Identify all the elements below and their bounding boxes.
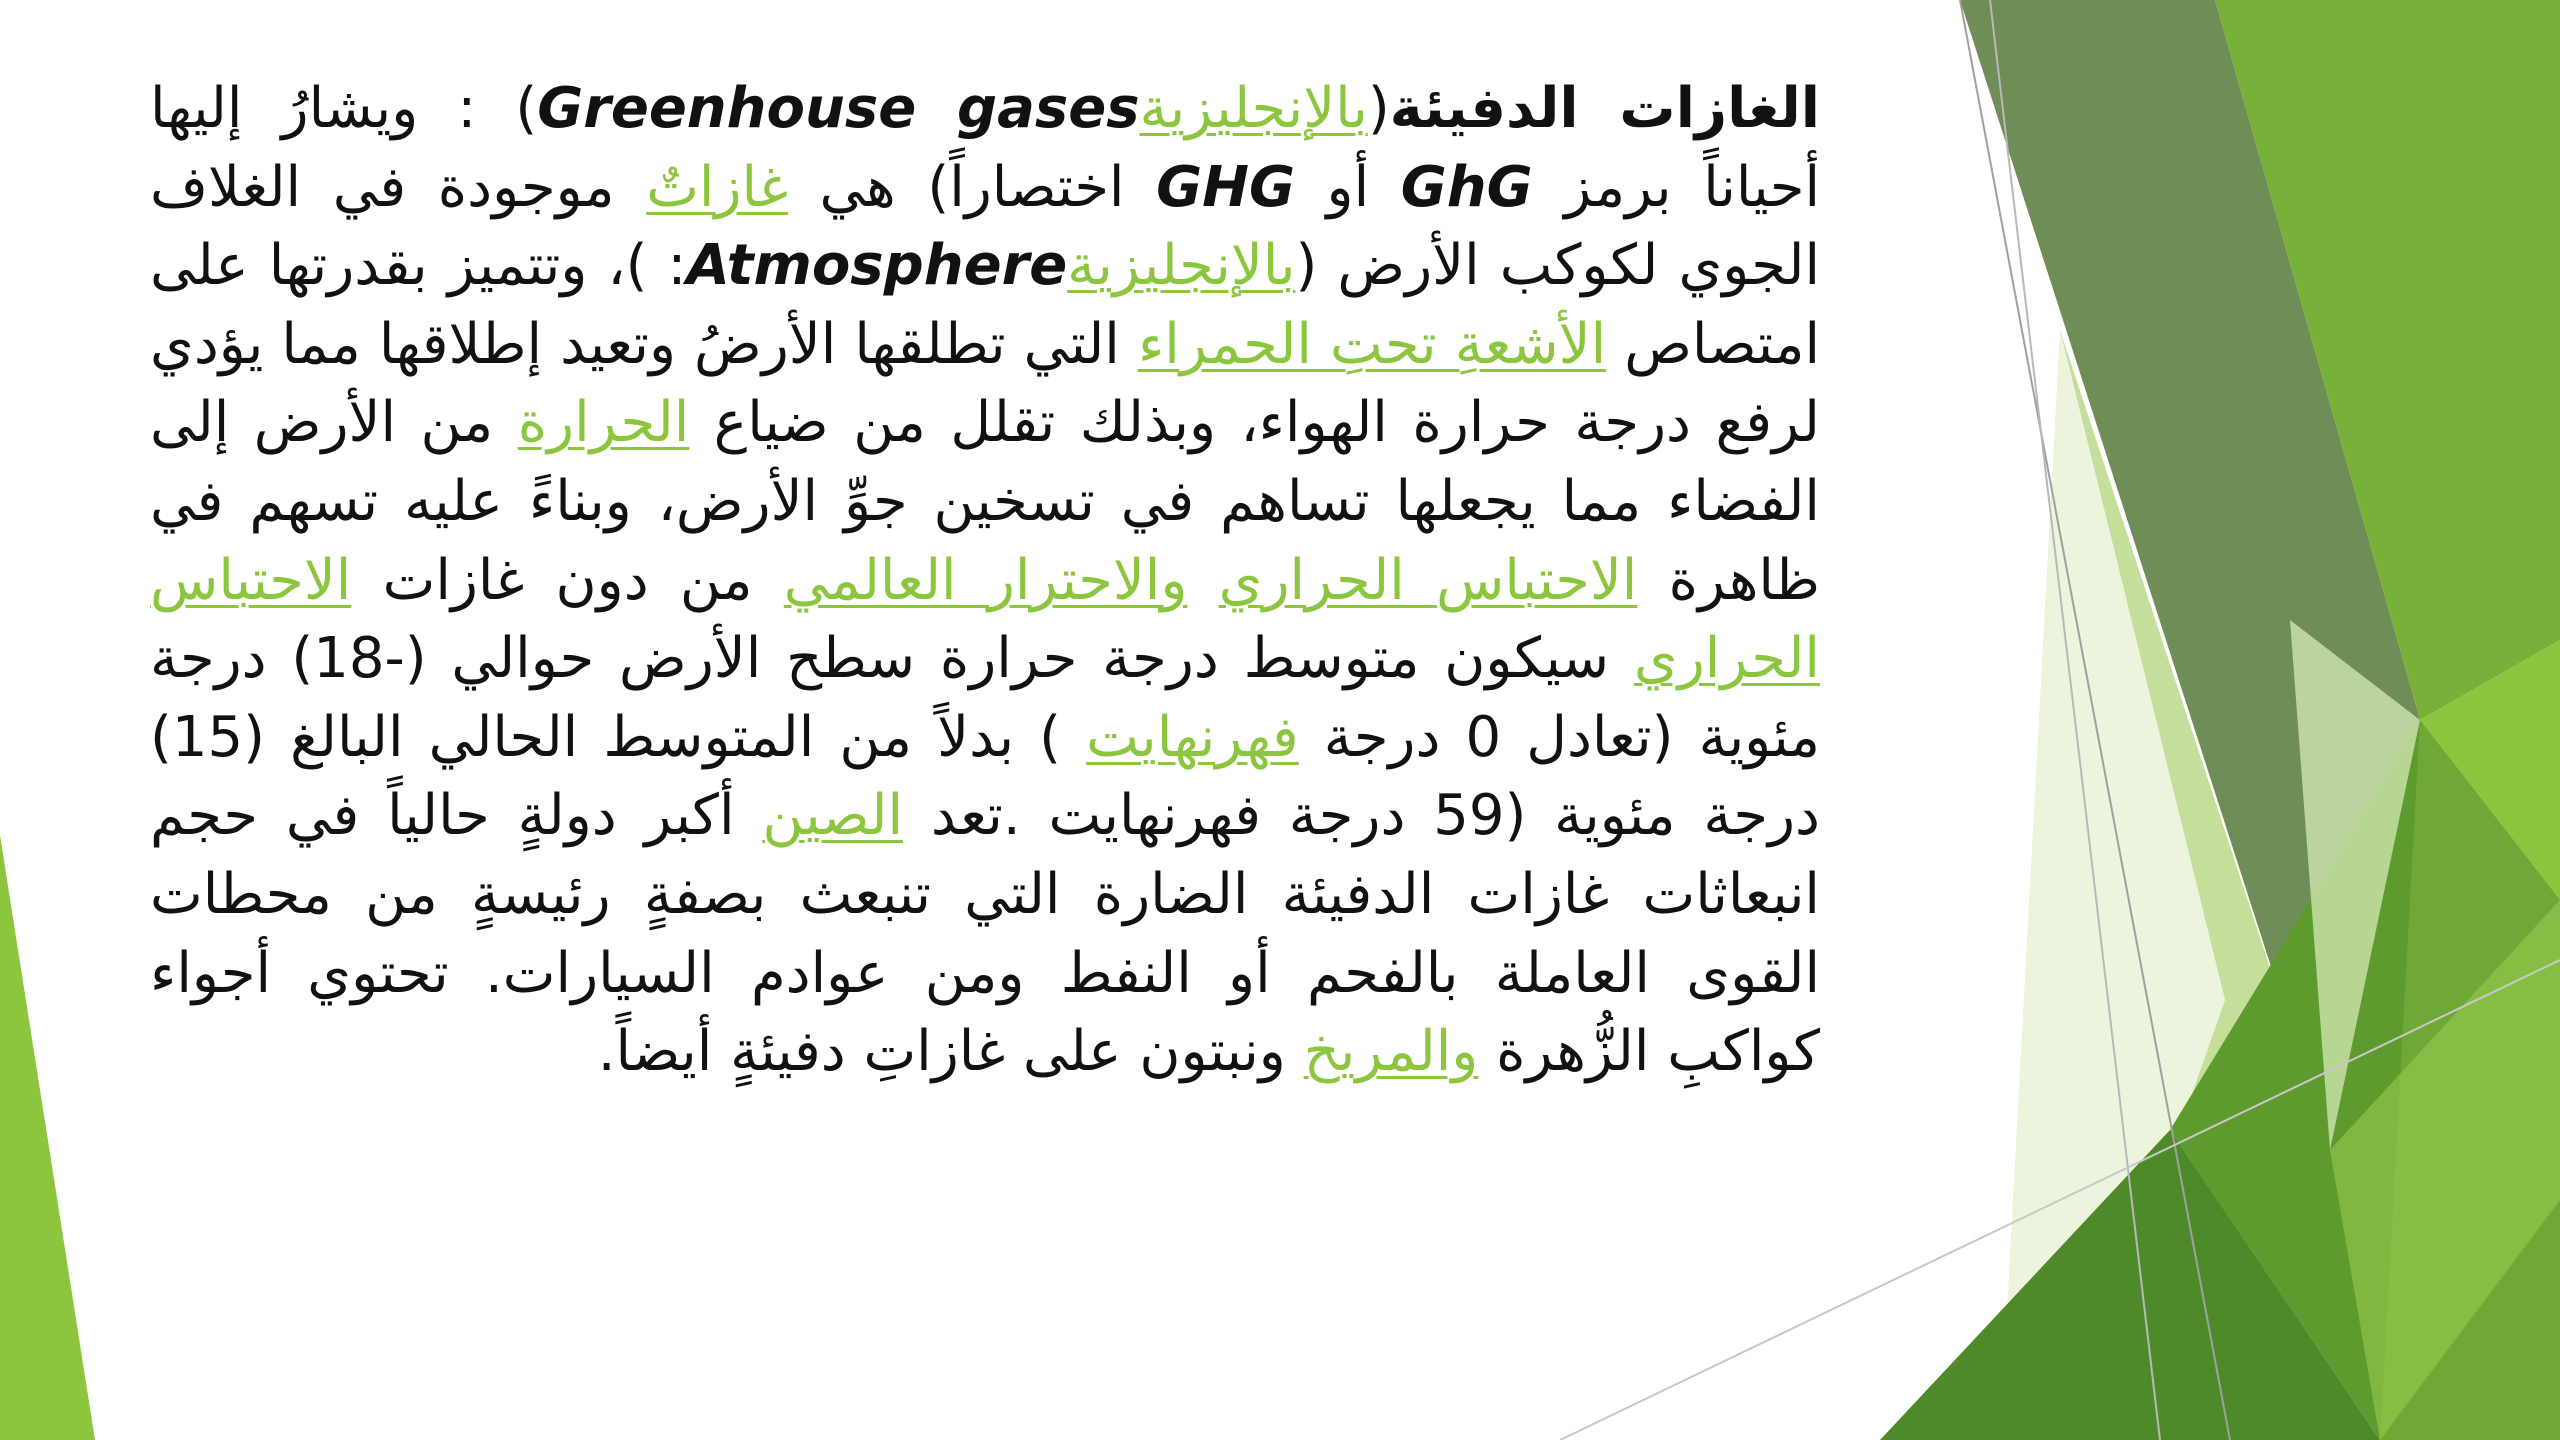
text-segment: ) بدلاً من المتوسط الحالي البالغ (15) درجة مئوية (59 درجة فهرنهايت .تعد [150, 704, 1820, 849]
text-segment: ) : ويشارُ إليها أحياناً برمز [150, 76, 1821, 220]
link-greenhouse-effect[interactable]: الاحتباس الحراري [1218, 547, 1638, 613]
term-greenhouse-gases-en: Greenhouse gases [537, 76, 1140, 141]
text-segment: : )، وتتميز بقدرتها على امتصاص [150, 233, 1821, 377]
link-greenhouse-effect-2[interactable]: الاحتباس الحراري [150, 547, 1820, 692]
link-heat[interactable]: الحرارة [517, 390, 690, 456]
text-segment: اختصاراً) هي [787, 154, 1157, 220]
text-segment: ونبتون على غازاتِ دفيئةٍ أيضاً. [597, 1019, 1304, 1085]
link-mars[interactable]: والمريخ [1303, 1019, 1479, 1085]
link-global-warming[interactable]: والاحترار العالمي [783, 547, 1188, 613]
term-atmosphere-en: Atmosphere [686, 233, 1068, 299]
link-fahrenheit[interactable]: فهرنهايت [1086, 704, 1299, 770]
text-segment: سيكون متوسط درجة حرارة سطح الأرض حوالي (-18) درجة مئوية (تعادل 0 درجة [150, 626, 1821, 770]
text-segment: موجودة في الغلاف الجوي لكوكب الأرض ( [150, 154, 1820, 299]
link-english-1[interactable]: بالإنجليزية [1139, 76, 1368, 141]
text-segment: ( [1367, 76, 1390, 141]
term-greenhouse-gases-ar: الغازات الدفيئة [1389, 76, 1820, 141]
text-segment: التي تطلقها الأرضُ وتعيد إطلاقها مما يؤدي لرفع درجة حرارة الهواء، وبذلك تقلل من ضياع [150, 311, 1820, 456]
text-segment [1187, 548, 1218, 613]
link-china[interactable]: الصين [762, 783, 904, 849]
text-segment: أكبر دولةٍ حالياً في حجم انبعاثات غازات الدفيئة الضارة التي تنبعث بصفةٍ رئيسةٍ من محطات القوى العاملة بالفحم أو النفط ومن عوادم السيارات. تحتوي أجواء كواكبِ الزُّهرة [150, 783, 1820, 1085]
text-segment: أو [1294, 154, 1401, 220]
text-segment: من الأرض إلى الفضاء مما يجعلها تساهم في تسخين جوِّ الأرض، وبناءً عليه تسهم في ظاهرة [150, 390, 1820, 613]
link-english-2[interactable]: بالإنجليزية [1067, 233, 1296, 299]
link-infrared[interactable]: الأشعةِ تحتِ الحمراء [1137, 311, 1607, 377]
abbr-ghg-1: GhG [1400, 154, 1533, 220]
body-text [150, 70, 1820, 1092]
link-gases[interactable]: غازاتٌ [646, 154, 788, 220]
text-segment: من دون غازات [351, 547, 784, 613]
left-green-strip [0, 835, 95, 1440]
abbr-ghg-2: GHG [1156, 154, 1295, 220]
